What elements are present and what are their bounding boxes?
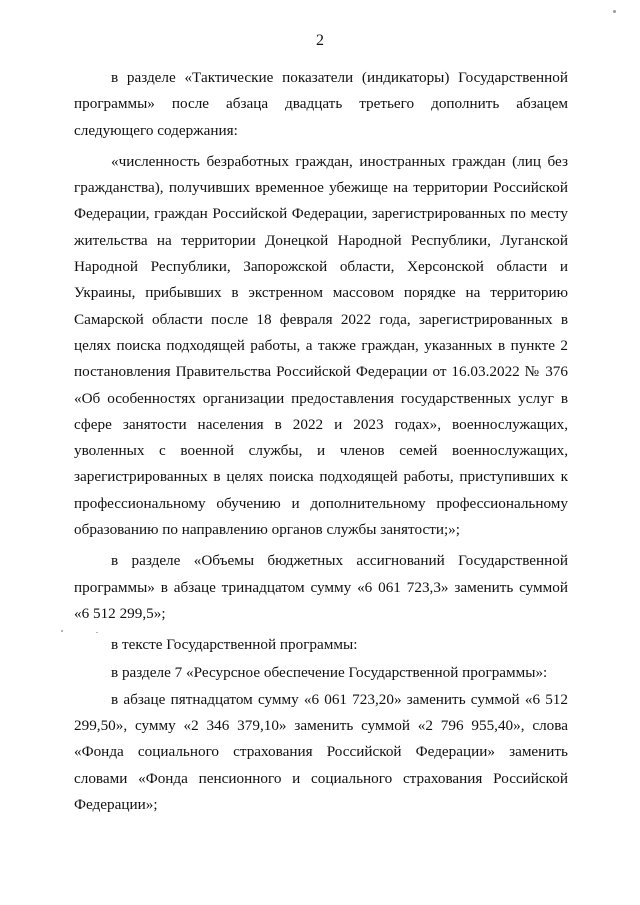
scan-mark	[613, 10, 616, 13]
scan-speck	[61, 630, 63, 632]
paragraph-section-7: в разделе 7 «Ресурсное обеспечение Государственной программы»:	[111, 663, 548, 681]
paragraph-program-text: в тексте Государственной программы:	[111, 636, 358, 654]
page-number: 2	[316, 32, 324, 49]
paragraph-fifteenth-abzac: в абзаце пятнадцатом сумму «6 061 723,20» заменить суммой «6 512 299,50», сумму «2 346 379,10» заменить суммой «2 796 955,40», слова «Фонда социального страхования Российской Федерации» заменить словами «Фонда пенсионного и социального страхования Российской Федерации»;	[74, 690, 568, 814]
paragraph-budget-volume: в разделе «Объемы бюджетных ассигнований Государственной программы» в абзаце тринадцатом сумму «6 061 723,3» заменить суммой «6 512 299,5»;	[74, 552, 568, 622]
paragraph-tactical-indicators: в разделе «Тактические показатели (индикаторы) Государственной программы» после абзаца двадцать третьего дополнить абзацем следующего содержания:	[74, 69, 568, 139]
document-body	[74, 65, 568, 819]
paragraph-unemployed-count: «численность безработных граждан, иностранных граждан (лиц без гражданства), получивших временное убежище на территории Российской Федерации, граждан Российской Федерации, зарегистрированных по месту жительства на территории Донецкой Народной Республики, Луганской Народной Республики, Запорожской области, Херсонской области и Украины, прибывших в экстренном массовом порядке на территорию Самарской области после 18 февраля 2022 года, зарегистрированных в целях поиска подходящей работы, а также граждан, указанных в пункте 2 постановления Правительства Российской Федерации от 16.03.2022 № 376 «Об особенностях организации предоставления государственных услуг в сфере занятости населения в 2022 и 2023 годах», военнослужащих, уволенных с военной службы, и членов семей военнослужащих, зарегистрированных в целях поиска подходящей работы, приступивших к профессиональному обучению и дополнительному профессиональному образованию по направлению органов службы занятости;»;	[74, 152, 568, 539]
